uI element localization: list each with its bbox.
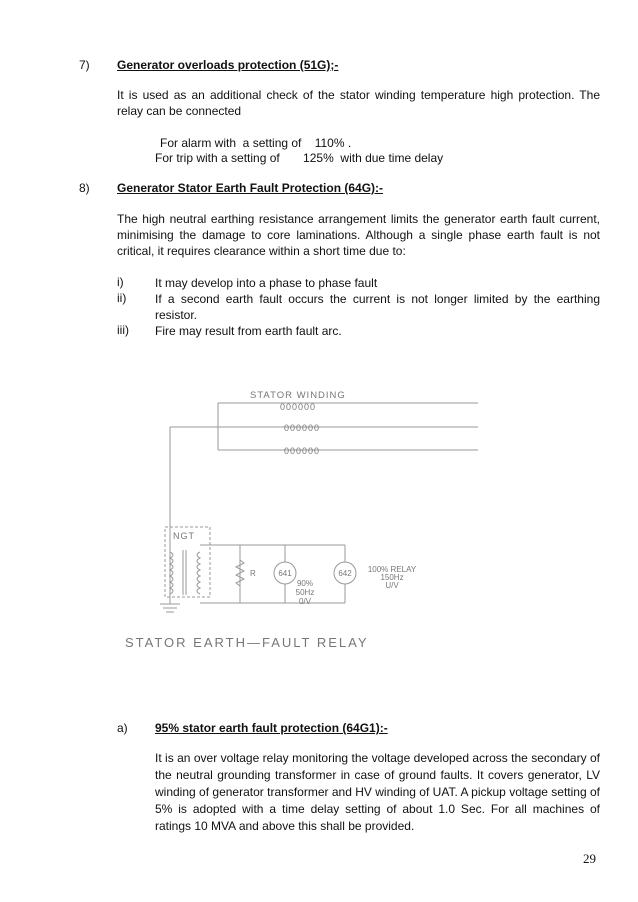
subsection-a-title: 95% stator earth fault protection (64G1):- xyxy=(155,721,388,735)
coil-label: 000000 xyxy=(284,423,321,433)
relay-642-spec: U/V xyxy=(385,581,399,590)
list-item-marker: i) xyxy=(117,275,124,289)
relay-641-spec: 0/V xyxy=(298,597,312,606)
list-item-text: If a second earth fault occurs the current is not longer limited by the earthing resistor. xyxy=(155,292,600,322)
relay-642-spec: 100% RELAY xyxy=(367,565,417,574)
alarm-setting-line: For alarm with a setting of 110% . xyxy=(160,136,352,150)
list-item-text: Fire may result from earth fault arc. xyxy=(155,324,342,338)
relay-641-spec: 50Hz xyxy=(295,588,315,597)
relay-641-spec: 90% xyxy=(296,579,314,588)
section-8-title: Generator Stator Earth Fault Protection (64G):- xyxy=(117,181,384,195)
coil-label: 000000 xyxy=(280,402,317,412)
subsection-a-marker: a) xyxy=(117,721,128,735)
relay-642-label: 642 xyxy=(338,569,352,578)
section-8-number: 8) xyxy=(79,181,90,195)
page-number: 29 xyxy=(583,851,596,866)
ngt-label: NGT xyxy=(173,531,195,541)
resistor-label: R xyxy=(250,569,256,578)
list-item-marker: iii) xyxy=(117,323,129,337)
relay-642-spec: 150Hz xyxy=(380,573,404,582)
section-8-body: The high neutral earthing resistance arrangement limits the generator earth fault current, minimising the damage to core laminations. Although a single phase earth fault is not critical, it requires clearance within a short time due to: xyxy=(117,212,600,258)
diagram-caption: STATOR EARTH—FAULT RELAY xyxy=(125,635,369,650)
list-item-marker: ii) xyxy=(117,291,127,305)
trip-setting-line: For trip with a setting of 125% with due time delay xyxy=(155,151,444,165)
subsection-a-body: It is an over voltage relay monitoring the voltage developed across the secondary of the neutral grounding transformer in case of ground faults. It covers generator, LV winding of generator transformer and HV winding of UAT. A pickup voltage setting of 5% is adopted with a time delay setting of about 1.0 Sec. For all machines of ratings 10 MVA and above this shall be provided. xyxy=(155,751,600,833)
section-7-body: It is used as an additional check of the stator winding temperature high protection. The relay can be connected xyxy=(117,88,600,118)
section-7-number: 7) xyxy=(79,58,90,72)
list-item-text: It may develop into a phase to phase fault xyxy=(155,276,378,290)
section-7-title: Generator overloads protection (51G);- xyxy=(117,58,339,72)
stator-winding-label: STATOR WINDING xyxy=(250,390,346,401)
relay-641-label: 641 xyxy=(278,569,292,578)
coil-label: 000000 xyxy=(284,446,321,456)
